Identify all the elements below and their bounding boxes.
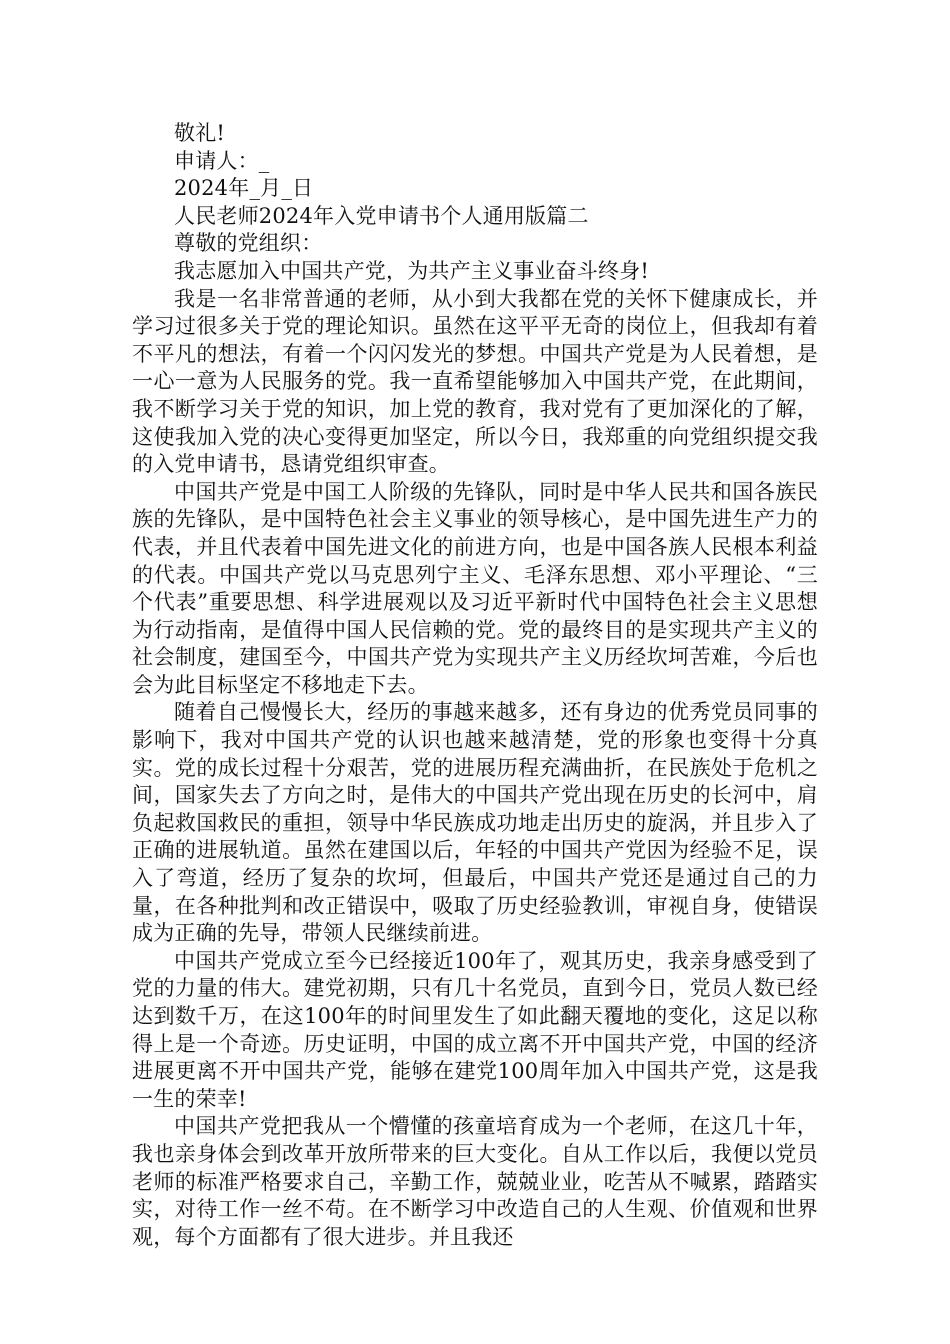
paragraph: 我是一名非常普通的老师，从小到大我都在党的关怀下健康成长，并学习过很多关于党的理论知识。虽然在这平平无奇的岗位上，但我却有着不平凡的想法，有着一个闪闪发光的梦想。中国共产党是为人民着想，是一心一意为人民服务的党。我一直希望能够加入中国共产党，在此期间，我不断学习关于党的知识，加上党的教育，我对党有了更加深化的了解，这使我加入党的决心变得更加坚定，所以今日，我郑重的向党组织提交我的入党申请书，恳请党组织审查。 [132,286,818,477]
section-title: 人民老师2024年入党申请书个人通用版篇二 [174,203,589,228]
paragraph: 随着自己慢慢长大，经历的事越来越多，还有身边的优秀党员同事的影响下，我对中国共产党的认识也越来越清楚，党的形象也变得十分真实。党的成长过程十分艰苦，党的进展历程充满曲折，在民族处于危机之间，国家失去了方向之时，是伟大的中国共产党出现在历史的长河中，肩负起救国救民的重担，领导中华民族成功地走出历史的旋涡，并且步入了正确的进展轨道。虽然在建国以后，年轻的中国共产党因为经验不足，误入了弯道，经历了复杂的坎坷，但最后，中国共产党还是通过自己的力量，在各种批判和改正错误中，吸取了历史经验教训，审视自身，使错误成为正确的先导，带领人民继续前进。 [132,700,818,946]
paragraph: 中国共产党成立至今已经接近100年了，观其历史，我亲身感受到了党的力量的伟大。建党初期，只有几十名党员，直到今日，党员人数已经达到数千万，在这100年的时间里发生了如此翻天覆地的变化，这足以称得上是一个奇迹。历史证明，中国的成立离不开中国共产党，中国的经济进展更离不开中国共产党，能够在建党100周年加入中国共产党，这是我一生的荣幸! [132,948,818,1111]
paragraph: 中国共产党把我从一个懵懂的孩童培育成为一个老师，在这几十年，我也亲身体会到改革开放所带来的巨大变化。自从工作以后，我便以党员老师的标准严格要求自己，辛勤工作，兢兢业业，吃苦从不喊累，踏踏实实，对待工作一丝不苟。在不断学习中改造自己的人生观、价值观和世界观，每个方面都有了很大进步。并且我还 [132,1114,818,1249]
document-body [132,120,818,1251]
paragraph: 我志愿加入中国共产党，为共产主义事业奋斗终身! [174,258,650,283]
salutation: 尊敬的党组织： [174,231,323,256]
date-line: 2024年_月_日 [174,176,314,201]
applicant-line: 申请人：_ [174,148,270,173]
paragraph: 中国共产党是中国工人阶级的先锋队，同时是中华人民共和国各族民族的先锋队，是中国特色社会主义事业的领导核心，是中国先进生产力的代表，并且代表着中国先进文化的前进方向，也是中国各族人民根本利益的代表。中国共产党以马克思列宁主义、毛泽东思想、邓小平理论、“三个代表”重要思想、科学进展观以及习近平新时代中国特色社会主义思想为行动指南，是值得中国人民信赖的党。党的最终目的是实现共产主义的社会制度，建国至今，中国共产党为实现共产主义历经坎坷苦难，今后也会为此目标坚定不移地走下去。 [132,479,818,697]
closing-line: 敬礼! [174,121,226,145]
